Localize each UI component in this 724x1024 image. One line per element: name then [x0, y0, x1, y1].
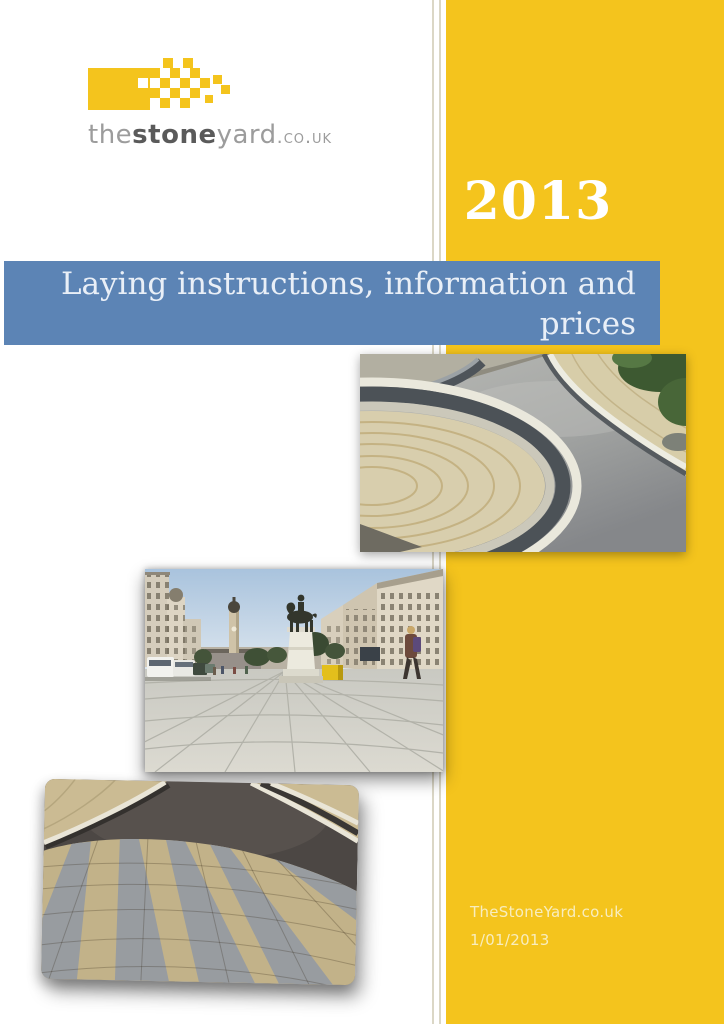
logo-word-stone: stone [132, 120, 217, 150]
roundabout-cobbles-photo [360, 354, 686, 552]
logo-word-the: the [88, 120, 133, 150]
title-banner [4, 261, 660, 345]
roundabout-cobbles-illustration [360, 354, 686, 552]
stoneyard-logo [88, 58, 332, 150]
footer-website: TheStoneYard.co.uk [470, 903, 624, 921]
yellow-container [322, 665, 343, 680]
logo-word-yard: yard [216, 120, 277, 150]
title-line-2: prices [539, 306, 636, 342]
logo-word-tld: .co.uk [276, 126, 333, 148]
striped-setts-illustration [41, 779, 359, 986]
city-square-photo [145, 569, 443, 772]
year-label: 2013 [463, 171, 613, 232]
stoneyard-logo-wordmark [88, 120, 332, 150]
footer-date: 1/01/2013 [470, 931, 550, 949]
title-line-1: Laying instructions, information and [60, 266, 636, 302]
striped-setts-photo [41, 779, 359, 986]
city-square-illustration [145, 569, 443, 772]
stoneyard-logo-mark-icon [88, 58, 236, 110]
